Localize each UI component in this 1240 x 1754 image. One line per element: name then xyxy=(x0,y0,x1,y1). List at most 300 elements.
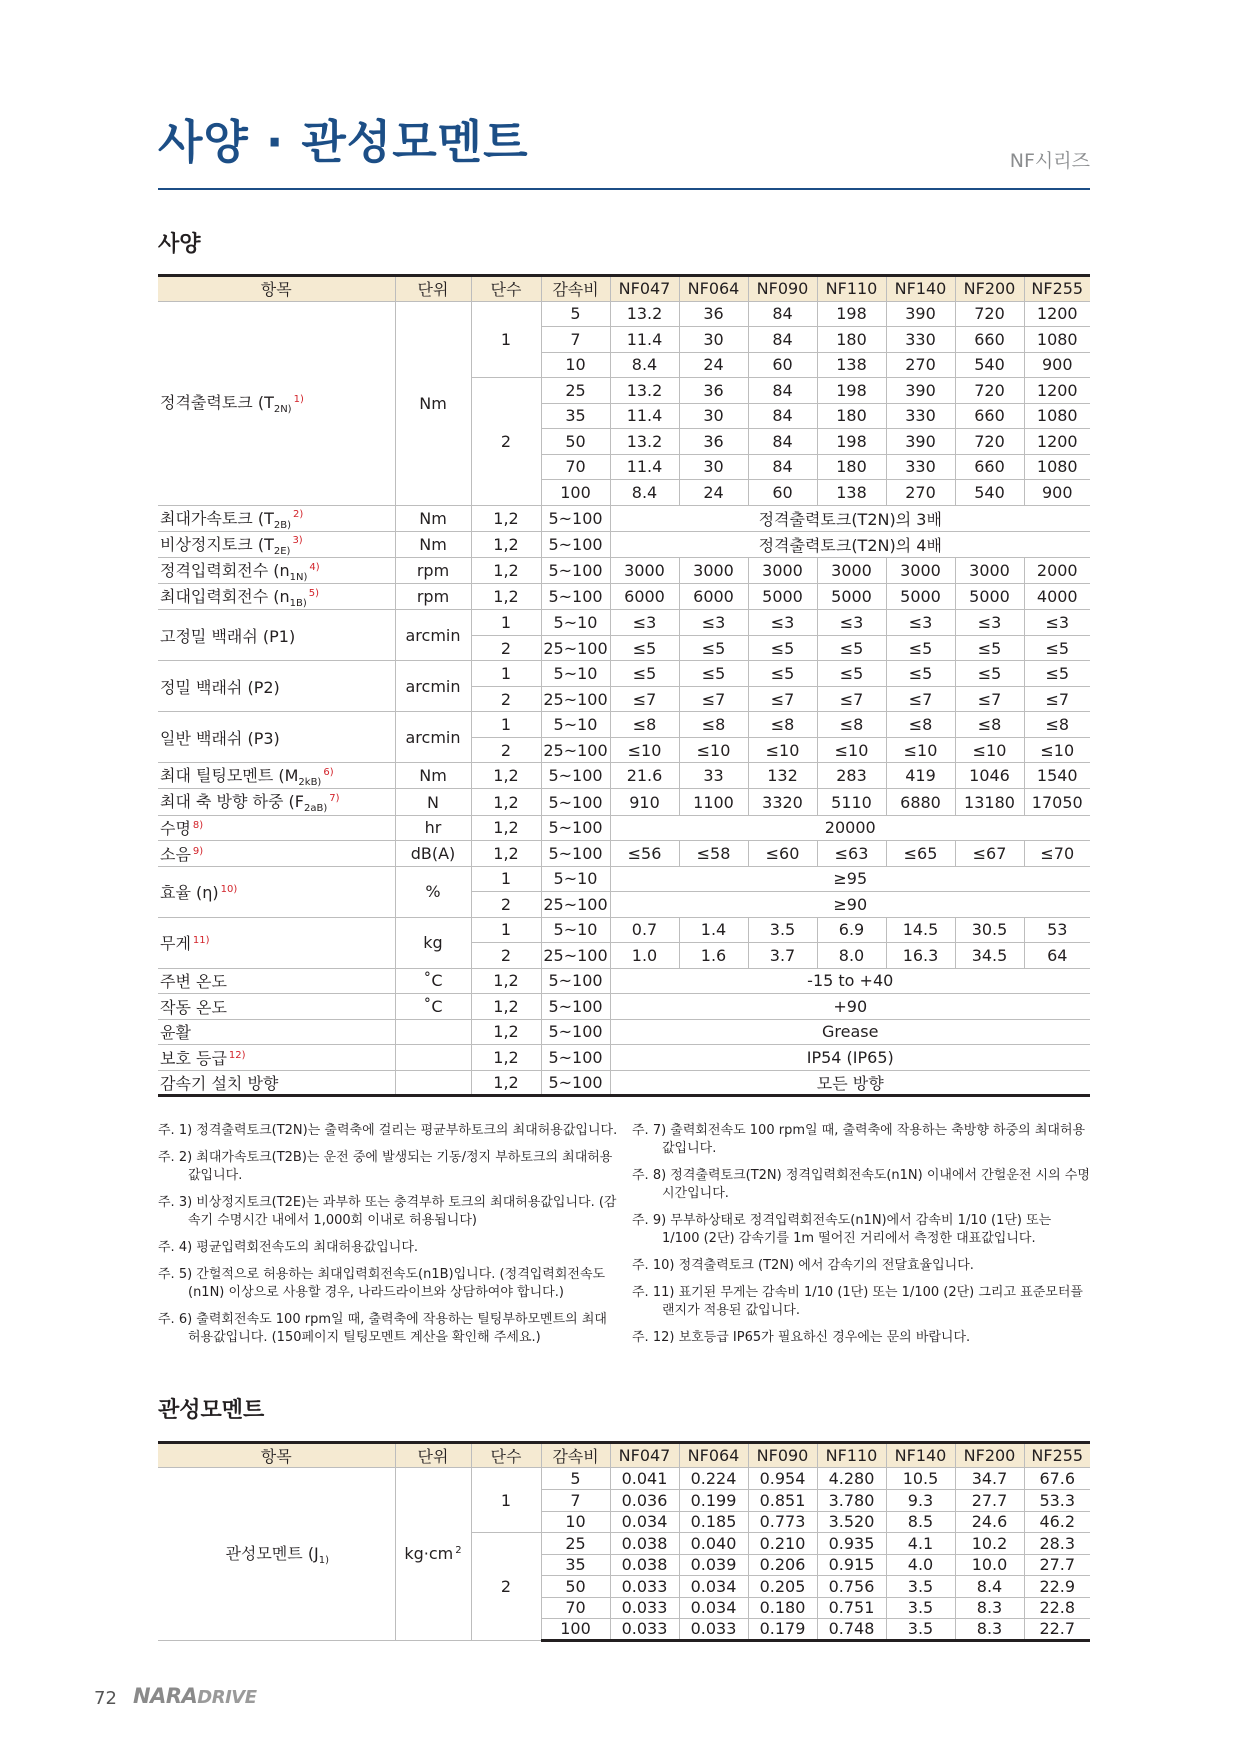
page-title: 사양 · 관성모멘트 xyxy=(158,115,529,169)
value-cell: ≤5 xyxy=(610,635,679,661)
value-cell: 11.4 xyxy=(610,454,679,480)
ratio-cell: 70 xyxy=(541,1597,610,1619)
footnote-ref: 8) xyxy=(192,820,204,832)
row-label-text: 보호 등급 xyxy=(160,1048,227,1068)
value-cell: ≤5 xyxy=(679,661,748,687)
value-cell: 14.5 xyxy=(886,917,955,943)
row-label xyxy=(158,968,395,994)
value-cell: 0.033 xyxy=(610,1576,679,1598)
row-label xyxy=(158,789,395,815)
row-label-subscript: 2E) xyxy=(273,545,291,557)
value-cell: 3000 xyxy=(679,557,748,583)
value-cell: 8.0 xyxy=(817,943,886,969)
value-cell: ≤8 xyxy=(610,712,679,738)
footnote-ref: 11) xyxy=(192,934,210,946)
ratio-cell: 5~100 xyxy=(541,994,610,1020)
unit-cell: Nm xyxy=(395,301,471,505)
column-header: NF110 xyxy=(817,276,886,302)
row-label-text: 효율 (η) xyxy=(160,883,219,903)
value-cell: 3.7 xyxy=(748,943,817,969)
value-cell: 30 xyxy=(679,327,748,353)
column-header: 감속비 xyxy=(541,276,610,302)
ratio-cell: 50 xyxy=(541,429,610,455)
value-cell: ≤5 xyxy=(610,661,679,687)
unit-cell xyxy=(395,1045,471,1071)
value-cell: 6000 xyxy=(610,584,679,610)
value-cell: 84 xyxy=(748,429,817,455)
unit-cell: arcmin xyxy=(395,712,471,763)
row-label xyxy=(158,1045,395,1071)
value-cell: 0.751 xyxy=(817,1597,886,1619)
logo-drive: DRIVE xyxy=(197,1687,257,1708)
ratio-cell: 5~100 xyxy=(541,584,610,610)
table-row xyxy=(158,968,1090,994)
merged-value-cell: -15 to +40 xyxy=(610,968,1090,994)
footnote-ref: 10) xyxy=(220,883,238,895)
stage-cell: 1,2 xyxy=(471,1070,541,1096)
column-header: NF140 xyxy=(886,1443,955,1468)
value-cell: ≤3 xyxy=(679,610,748,636)
value-cell: 60 xyxy=(748,352,817,378)
row-label xyxy=(158,994,395,1020)
value-cell: 0.033 xyxy=(610,1597,679,1619)
value-cell: 720 xyxy=(955,429,1024,455)
value-cell: 540 xyxy=(955,480,1024,506)
value-cell: 0.210 xyxy=(748,1533,817,1555)
row-label-subscript: 2N) xyxy=(273,404,292,416)
table-row xyxy=(158,1045,1090,1071)
merged-value-cell: 정격출력토크(T2N)의 4배 xyxy=(610,531,1090,557)
footnotes-right xyxy=(632,1122,1092,1356)
value-cell: 0.180 xyxy=(748,1597,817,1619)
value-cell: 3000 xyxy=(610,557,679,583)
footnote: 주. 12) 보호등급 IP65가 필요하신 경우에는 문의 바랍니다. xyxy=(632,1330,971,1345)
value-cell: 1.6 xyxy=(679,943,748,969)
unit-cell: Nm xyxy=(395,763,471,789)
value-cell: ≤5 xyxy=(679,635,748,661)
value-cell: 910 xyxy=(610,789,679,815)
unit-cell: % xyxy=(395,866,471,917)
value-cell: 30.5 xyxy=(955,917,1024,943)
stage-cell: 2 xyxy=(471,635,541,661)
column-header: 단수 xyxy=(471,1443,541,1468)
ratio-cell: 5~10 xyxy=(541,610,610,636)
ratio-cell: 50 xyxy=(541,1576,610,1598)
ratio-cell: 5 xyxy=(541,1468,610,1490)
value-cell: 3.5 xyxy=(886,1597,955,1619)
table-row xyxy=(158,712,1090,738)
value-cell: 34.5 xyxy=(955,943,1024,969)
value-cell: ≤7 xyxy=(610,686,679,712)
ratio-cell: 5~100 xyxy=(541,789,610,815)
value-cell: 22.9 xyxy=(1024,1576,1090,1598)
value-cell: 8.4 xyxy=(610,352,679,378)
value-cell: 0.041 xyxy=(610,1468,679,1490)
table-row xyxy=(158,1019,1090,1045)
unit-text: kg·cm xyxy=(404,1544,454,1564)
row-label-subscript: 1B) xyxy=(289,598,307,610)
value-cell: 3.520 xyxy=(817,1511,886,1533)
value-cell: 900 xyxy=(1024,352,1090,378)
unit-cell: dB(A) xyxy=(395,841,471,867)
ratio-cell: 10 xyxy=(541,352,610,378)
merged-value-cell: ≥90 xyxy=(610,892,1090,918)
value-cell: 10.0 xyxy=(955,1554,1024,1576)
unit-cell: kg xyxy=(395,917,471,968)
value-cell: 8.4 xyxy=(610,480,679,506)
footnote-ref: 6) xyxy=(323,766,334,778)
value-cell: 3.780 xyxy=(817,1490,886,1512)
column-header: NF255 xyxy=(1024,1443,1090,1468)
value-cell: 64 xyxy=(1024,943,1090,969)
column-header: NF110 xyxy=(817,1443,886,1468)
stage-cell: 1,2 xyxy=(471,815,541,841)
ratio-cell: 35 xyxy=(541,403,610,429)
value-cell: 22.7 xyxy=(1024,1619,1090,1641)
value-cell: ≤5 xyxy=(886,635,955,661)
value-cell: 8.5 xyxy=(886,1511,955,1533)
row-label-text: 최대가속토크 (T xyxy=(160,508,274,528)
value-cell: 180 xyxy=(817,454,886,480)
value-cell: ≤5 xyxy=(1024,661,1090,687)
value-cell: 8.4 xyxy=(955,1576,1024,1598)
value-cell: 24 xyxy=(679,480,748,506)
column-header: NF140 xyxy=(886,276,955,302)
column-header: NF090 xyxy=(748,276,817,302)
unit-cell: hr xyxy=(395,815,471,841)
value-cell: ≤7 xyxy=(817,686,886,712)
row-label xyxy=(158,584,395,610)
merged-value-cell: 모든 방향 xyxy=(610,1070,1090,1096)
value-cell: ≤10 xyxy=(1024,737,1090,763)
value-cell: ≤8 xyxy=(886,712,955,738)
value-cell: 138 xyxy=(817,352,886,378)
stage-cell: 1,2 xyxy=(471,994,541,1020)
row-label-text: 소음 xyxy=(160,844,191,864)
value-cell: 198 xyxy=(817,429,886,455)
value-cell: 0.851 xyxy=(748,1490,817,1512)
stage-cell: 1,2 xyxy=(471,1045,541,1071)
stage-cell: 1,2 xyxy=(471,1019,541,1045)
value-cell: 36 xyxy=(679,378,748,404)
value-cell: ≤8 xyxy=(955,712,1024,738)
footnote: 주. 10) 정격출력토크 (T2N) 에서 감속기의 전달효율입니다. xyxy=(632,1258,974,1273)
value-cell: 6.9 xyxy=(817,917,886,943)
footnote-ref: 4) xyxy=(309,561,320,573)
value-cell: 0.915 xyxy=(817,1554,886,1576)
value-cell: 330 xyxy=(886,327,955,353)
ratio-cell: 35 xyxy=(541,1554,610,1576)
unit-cell: Nm xyxy=(395,505,471,531)
value-cell: 0.038 xyxy=(610,1554,679,1576)
value-cell: 660 xyxy=(955,327,1024,353)
value-cell: 0.039 xyxy=(679,1554,748,1576)
footnote-ref: 5) xyxy=(308,587,320,599)
stage-cell: 2 xyxy=(471,737,541,763)
ratio-cell: 5~100 xyxy=(541,1019,610,1045)
row-label-text: 수명 xyxy=(160,819,191,839)
value-cell: ≤67 xyxy=(955,841,1024,867)
row-label xyxy=(158,1070,395,1096)
table-row xyxy=(158,584,1090,610)
column-header: 항목 xyxy=(158,276,395,302)
value-cell: ≤56 xyxy=(610,841,679,867)
stage-cell: 1,2 xyxy=(471,531,541,557)
value-cell: 10.5 xyxy=(886,1468,955,1490)
value-cell: 3.5 xyxy=(886,1619,955,1641)
column-header: 항목 xyxy=(158,1443,395,1468)
footnote-ref: 1) xyxy=(293,394,304,406)
ratio-cell: 5~100 xyxy=(541,815,610,841)
row-label-subscript: 1) xyxy=(318,1555,330,1567)
merged-value-cell: ≥95 xyxy=(610,866,1090,892)
table-row xyxy=(158,866,1090,892)
value-cell: 84 xyxy=(748,454,817,480)
value-cell: 1046 xyxy=(955,763,1024,789)
value-cell: 0.7 xyxy=(610,917,679,943)
footnote: 주. 11) 표기된 무게는 감속비 1/10 (1단) 또는 1/100 (2단) 그리고 표준모터플랜지가 적용된 값입니다. xyxy=(632,1285,1083,1318)
stage-cell: 2 xyxy=(471,378,541,506)
row-label xyxy=(158,866,395,917)
unit-cell: Nm xyxy=(395,531,471,557)
value-cell: 138 xyxy=(817,480,886,506)
footnote: 주. 5) 간헐적으로 허용하는 최대입력회전속도(n1B)입니다. (정격입력회전속도(n1N) 이상으로 사용할 경우, 나라드라이브와 상담하여야 합니다.) xyxy=(158,1267,606,1300)
value-cell: ≤8 xyxy=(679,712,748,738)
value-cell: ≤65 xyxy=(886,841,955,867)
row-label-text: 무게 xyxy=(160,934,191,954)
value-cell: 24 xyxy=(679,352,748,378)
value-cell: 34.7 xyxy=(955,1468,1024,1490)
value-cell: 1200 xyxy=(1024,429,1090,455)
row-label-text: 주변 온도 xyxy=(160,972,227,992)
ratio-cell: 5~100 xyxy=(541,968,610,994)
brand-logo xyxy=(133,1684,257,1708)
stage-cell: 1 xyxy=(471,610,541,636)
value-cell: ≤60 xyxy=(748,841,817,867)
table-row xyxy=(158,610,1090,636)
value-cell: 1200 xyxy=(1024,378,1090,404)
value-cell: 0.954 xyxy=(748,1468,817,1490)
value-cell: 0.756 xyxy=(817,1576,886,1598)
value-cell: ≤63 xyxy=(817,841,886,867)
footnote-ref: 7) xyxy=(329,793,340,805)
value-cell: 2000 xyxy=(1024,557,1090,583)
value-cell: 132 xyxy=(748,763,817,789)
value-cell: 8.3 xyxy=(955,1619,1024,1641)
table-row xyxy=(158,841,1090,867)
inertia-heading: 관성모멘트 xyxy=(158,1398,265,1423)
stage-cell: 1,2 xyxy=(471,505,541,531)
row-label-text: 작동 온도 xyxy=(160,997,227,1017)
ratio-cell: 5~100 xyxy=(541,1070,610,1096)
value-cell: 330 xyxy=(886,403,955,429)
ratio-cell: 25~100 xyxy=(541,892,610,918)
value-cell: 5000 xyxy=(955,584,1024,610)
value-cell: 390 xyxy=(886,378,955,404)
value-cell: ≤8 xyxy=(748,712,817,738)
spec-heading: 사양 xyxy=(158,232,201,257)
column-header: 단수 xyxy=(471,276,541,302)
value-cell: ≤70 xyxy=(1024,841,1090,867)
row-label xyxy=(158,557,395,583)
ratio-cell: 25 xyxy=(541,1533,610,1555)
value-cell: 3.5 xyxy=(886,1576,955,1598)
row-label xyxy=(158,661,395,712)
value-cell: 900 xyxy=(1024,480,1090,506)
footnote: 주. 9) 무부하상태로 정격입력회전속도(n1N)에서 감속비 1/10 (1단) 또는 1/100 (2단) 감속기를 1m 떨어진 거리에서 측정한 대표값입니다. xyxy=(632,1213,1052,1246)
value-cell: 24.6 xyxy=(955,1511,1024,1533)
column-header: 단위 xyxy=(395,1443,471,1468)
value-cell: 3000 xyxy=(886,557,955,583)
value-cell: ≤8 xyxy=(1024,712,1090,738)
value-cell: ≤3 xyxy=(610,610,679,636)
column-header: NF064 xyxy=(679,1443,748,1468)
row-label xyxy=(158,841,395,867)
footnote-ref: 2) xyxy=(292,509,304,521)
value-cell: ≤5 xyxy=(1024,635,1090,661)
value-cell: ≤3 xyxy=(1024,610,1090,636)
value-cell: 11.4 xyxy=(610,327,679,353)
unit-superscript: 2 xyxy=(455,1544,462,1556)
ratio-cell: 5~100 xyxy=(541,505,610,531)
row-label-text: 감속기 설치 방향 xyxy=(160,1073,279,1093)
unit-cell: ˚C xyxy=(395,994,471,1020)
title-divider xyxy=(158,188,1090,190)
table-row xyxy=(158,763,1090,789)
table-row xyxy=(158,917,1090,943)
ratio-cell: 5~10 xyxy=(541,712,610,738)
row-label-text: 일반 백래쉬 (P3) xyxy=(160,728,280,748)
value-cell: ≤5 xyxy=(886,661,955,687)
ratio-cell: 5~100 xyxy=(541,557,610,583)
column-header: NF200 xyxy=(955,276,1024,302)
stage-cell: 1,2 xyxy=(471,968,541,994)
stage-cell: 1,2 xyxy=(471,763,541,789)
ratio-cell: 100 xyxy=(541,480,610,506)
column-header: 감속비 xyxy=(541,1443,610,1468)
row-label-subscript: 1N) xyxy=(289,572,308,584)
value-cell: 53 xyxy=(1024,917,1090,943)
value-cell: 46.2 xyxy=(1024,1511,1090,1533)
value-cell: 22.8 xyxy=(1024,1597,1090,1619)
value-cell: ≤7 xyxy=(748,686,817,712)
row-label-text: 비상정지토크 (T xyxy=(160,534,274,554)
row-label-text: 관성모멘트 (J xyxy=(225,1544,319,1564)
column-header: NF255 xyxy=(1024,276,1090,302)
value-cell: ≤7 xyxy=(886,686,955,712)
row-label-text: 윤활 xyxy=(160,1023,191,1043)
ratio-cell: 7 xyxy=(541,327,610,353)
value-cell: 0.033 xyxy=(610,1619,679,1641)
footnote: 주. 1) 정격출력토크(T2N)는 출력축에 걸리는 평균부하토크의 최대허용값입니다. xyxy=(158,1123,618,1138)
table-row xyxy=(158,661,1090,687)
column-header: NF047 xyxy=(610,1443,679,1468)
value-cell: 4000 xyxy=(1024,584,1090,610)
footnote: 주. 2) 최대가속토크(T2B)는 운전 중에 발생되는 기동/정지 부하토크의 최대허용값입니다. xyxy=(158,1150,613,1183)
stage-cell: 1 xyxy=(471,1468,541,1533)
stage-cell: 1 xyxy=(471,301,541,378)
value-cell: ≤5 xyxy=(955,661,1024,687)
logo-nara: NARA xyxy=(133,1684,198,1708)
value-cell: 10.2 xyxy=(955,1533,1024,1555)
value-cell: 0.224 xyxy=(679,1468,748,1490)
value-cell: 27.7 xyxy=(955,1490,1024,1512)
value-cell: ≤58 xyxy=(679,841,748,867)
value-cell: 0.748 xyxy=(817,1619,886,1641)
value-cell: 3320 xyxy=(748,789,817,815)
value-cell: 13.2 xyxy=(610,429,679,455)
value-cell: 4.0 xyxy=(886,1554,955,1576)
ratio-cell: 70 xyxy=(541,454,610,480)
value-cell: 6000 xyxy=(679,584,748,610)
ratio-cell: 10 xyxy=(541,1511,610,1533)
value-cell: 1080 xyxy=(1024,454,1090,480)
unit-cell xyxy=(395,1019,471,1045)
ratio-cell: 5~10 xyxy=(541,917,610,943)
value-cell: 3.5 xyxy=(748,917,817,943)
unit-cell: rpm xyxy=(395,557,471,583)
value-cell: 1080 xyxy=(1024,403,1090,429)
footnote-ref: 12) xyxy=(228,1049,246,1061)
unit-cell: N xyxy=(395,789,471,815)
footnote: 주. 8) 정격출력토크(T2N) 정격입력회전속도(n1N) 이내에서 간헐운전 시의 수명시간입니다. xyxy=(632,1168,1090,1201)
value-cell: 36 xyxy=(679,301,748,327)
value-cell: 198 xyxy=(817,301,886,327)
value-cell: 0.033 xyxy=(679,1619,748,1641)
value-cell: 0.034 xyxy=(679,1576,748,1598)
value-cell: ≤10 xyxy=(886,737,955,763)
row-label-text: 최대 축 방향 하중 (F xyxy=(160,792,304,812)
value-cell: 270 xyxy=(886,480,955,506)
value-cell: ≤5 xyxy=(748,635,817,661)
value-cell: 283 xyxy=(817,763,886,789)
value-cell: 84 xyxy=(748,403,817,429)
unit-cell xyxy=(395,1070,471,1096)
series-label: NF시리즈 xyxy=(1009,150,1090,172)
row-label xyxy=(158,505,395,531)
ratio-cell: 25~100 xyxy=(541,943,610,969)
ratio-cell: 5~100 xyxy=(541,531,610,557)
value-cell: 84 xyxy=(748,327,817,353)
stage-cell: 1 xyxy=(471,661,541,687)
value-cell: 180 xyxy=(817,403,886,429)
value-cell: ≤10 xyxy=(817,737,886,763)
table-row xyxy=(158,1468,1090,1490)
value-cell: 1.0 xyxy=(610,943,679,969)
value-cell: ≤7 xyxy=(1024,686,1090,712)
column-header: NF200 xyxy=(955,1443,1024,1468)
value-cell: 13.2 xyxy=(610,378,679,404)
stage-cell: 1,2 xyxy=(471,841,541,867)
value-cell: 1100 xyxy=(679,789,748,815)
value-cell: 84 xyxy=(748,378,817,404)
row-label-subscript: 2aB) xyxy=(303,803,328,815)
ratio-cell: 5~100 xyxy=(541,763,610,789)
value-cell: ≤5 xyxy=(955,635,1024,661)
row-label xyxy=(158,1468,395,1641)
table-row xyxy=(158,815,1090,841)
row-label-text: 정격출력토크 (T xyxy=(160,393,274,413)
value-cell: 660 xyxy=(955,454,1024,480)
value-cell: 21.6 xyxy=(610,763,679,789)
row-label xyxy=(158,763,395,789)
ratio-cell: 5~100 xyxy=(541,841,610,867)
spec-table xyxy=(158,274,1090,1097)
value-cell: 6880 xyxy=(886,789,955,815)
row-label xyxy=(158,610,395,661)
value-cell: 1080 xyxy=(1024,327,1090,353)
value-cell: 0.773 xyxy=(748,1511,817,1533)
